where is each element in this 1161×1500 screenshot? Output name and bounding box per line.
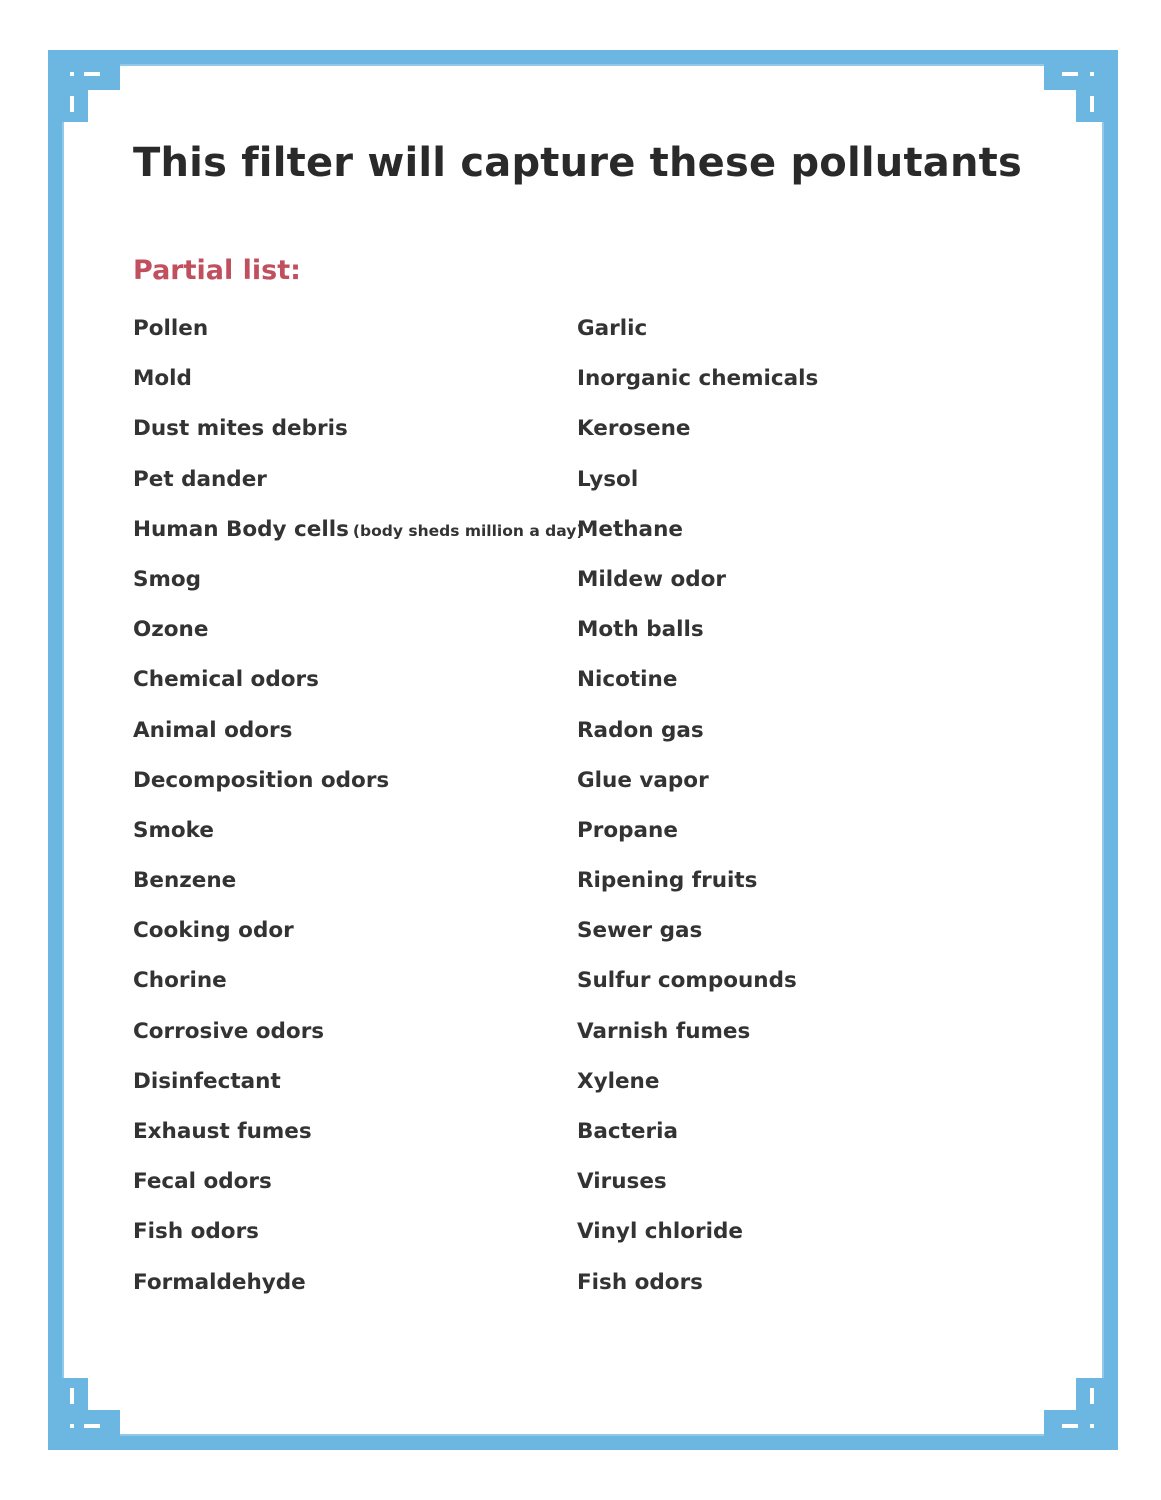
pollutant-label: Benzene — [133, 868, 237, 894]
pollutant-label: Chemical odors — [133, 667, 319, 693]
list-item: Xylene — [577, 1068, 660, 1094]
list-item: Kerosene — [577, 416, 691, 442]
pollutant-label: Human Body cells — [133, 516, 349, 542]
pollutant-label: Dust mites debris — [133, 416, 348, 442]
list-item — [133, 764, 583, 814]
list-item: Lysol — [577, 466, 639, 492]
list-item: Varnish fumes — [577, 1018, 751, 1044]
list-item — [133, 1165, 583, 1215]
list-item — [133, 814, 583, 864]
list-item — [133, 463, 583, 513]
pollutant-label: Animal odors — [133, 717, 293, 743]
list-item: Glue vapor — [577, 767, 709, 793]
pollutant-list-left — [133, 312, 583, 1316]
list-item: Ripening fruits — [577, 868, 758, 894]
list-item: Bacteria — [577, 1119, 678, 1144]
list-item: Vinyl chloride — [577, 1219, 743, 1245]
pollutant-label: Pollen — [133, 316, 209, 341]
pollutant-label: Fish odors — [133, 1219, 259, 1245]
list-item — [133, 513, 583, 563]
pollutant-label: Chorine — [133, 968, 227, 994]
pollutant-label: Decomposition odors — [133, 767, 390, 793]
list-item — [133, 964, 583, 1014]
list-item: Methane — [577, 516, 683, 542]
list-item: Propane — [577, 817, 678, 843]
list-item — [133, 1015, 583, 1065]
list-item — [133, 412, 583, 462]
pollutant-label: Corrosive odors — [133, 1018, 325, 1044]
partial-list-heading: Partial list: — [133, 255, 301, 286]
pollutant-label: Ozone — [133, 617, 209, 643]
list-item — [133, 1115, 583, 1165]
pollutant-list-right — [577, 312, 818, 1316]
list-item — [133, 864, 583, 914]
pollutant-label: Smog — [133, 566, 202, 592]
list-item — [133, 312, 583, 362]
list-item — [133, 1065, 583, 1115]
list-item — [133, 1215, 583, 1265]
pollutant-label: Cooking odor — [133, 918, 294, 944]
list-item: Viruses — [577, 1169, 667, 1195]
list-item — [133, 914, 583, 964]
list-item: Inorganic chemicals — [577, 366, 819, 392]
list-item — [133, 663, 583, 713]
list-item — [133, 1266, 583, 1316]
list-item: Sulfur compounds — [577, 968, 797, 994]
pollutant-label: Pet dander — [133, 466, 267, 492]
list-item: Sewer gas — [577, 918, 703, 944]
page-title: This filter will capture these pollutants — [133, 140, 1022, 186]
list-item — [133, 563, 583, 613]
list-item — [133, 714, 583, 764]
list-item — [133, 362, 583, 412]
pollutant-label: Fecal odors — [133, 1169, 272, 1195]
pollutant-label: Exhaust fumes — [133, 1119, 312, 1144]
pollutant-label: Formaldehyde — [133, 1269, 306, 1295]
list-item: Nicotine — [577, 667, 678, 693]
list-item — [133, 613, 583, 663]
list-item: Fish odors — [577, 1269, 703, 1295]
pollutant-note: (body sheds million a day) — [352, 521, 584, 540]
list-item: Moth balls — [577, 617, 704, 643]
pollutant-label: Mold — [133, 366, 192, 392]
pollutant-label: Disinfectant — [133, 1068, 281, 1094]
list-item: Mildew odor — [577, 566, 726, 592]
list-item: Radon gas — [577, 717, 704, 743]
list-item: Garlic — [577, 316, 648, 341]
pollutant-label: Smoke — [133, 817, 214, 843]
